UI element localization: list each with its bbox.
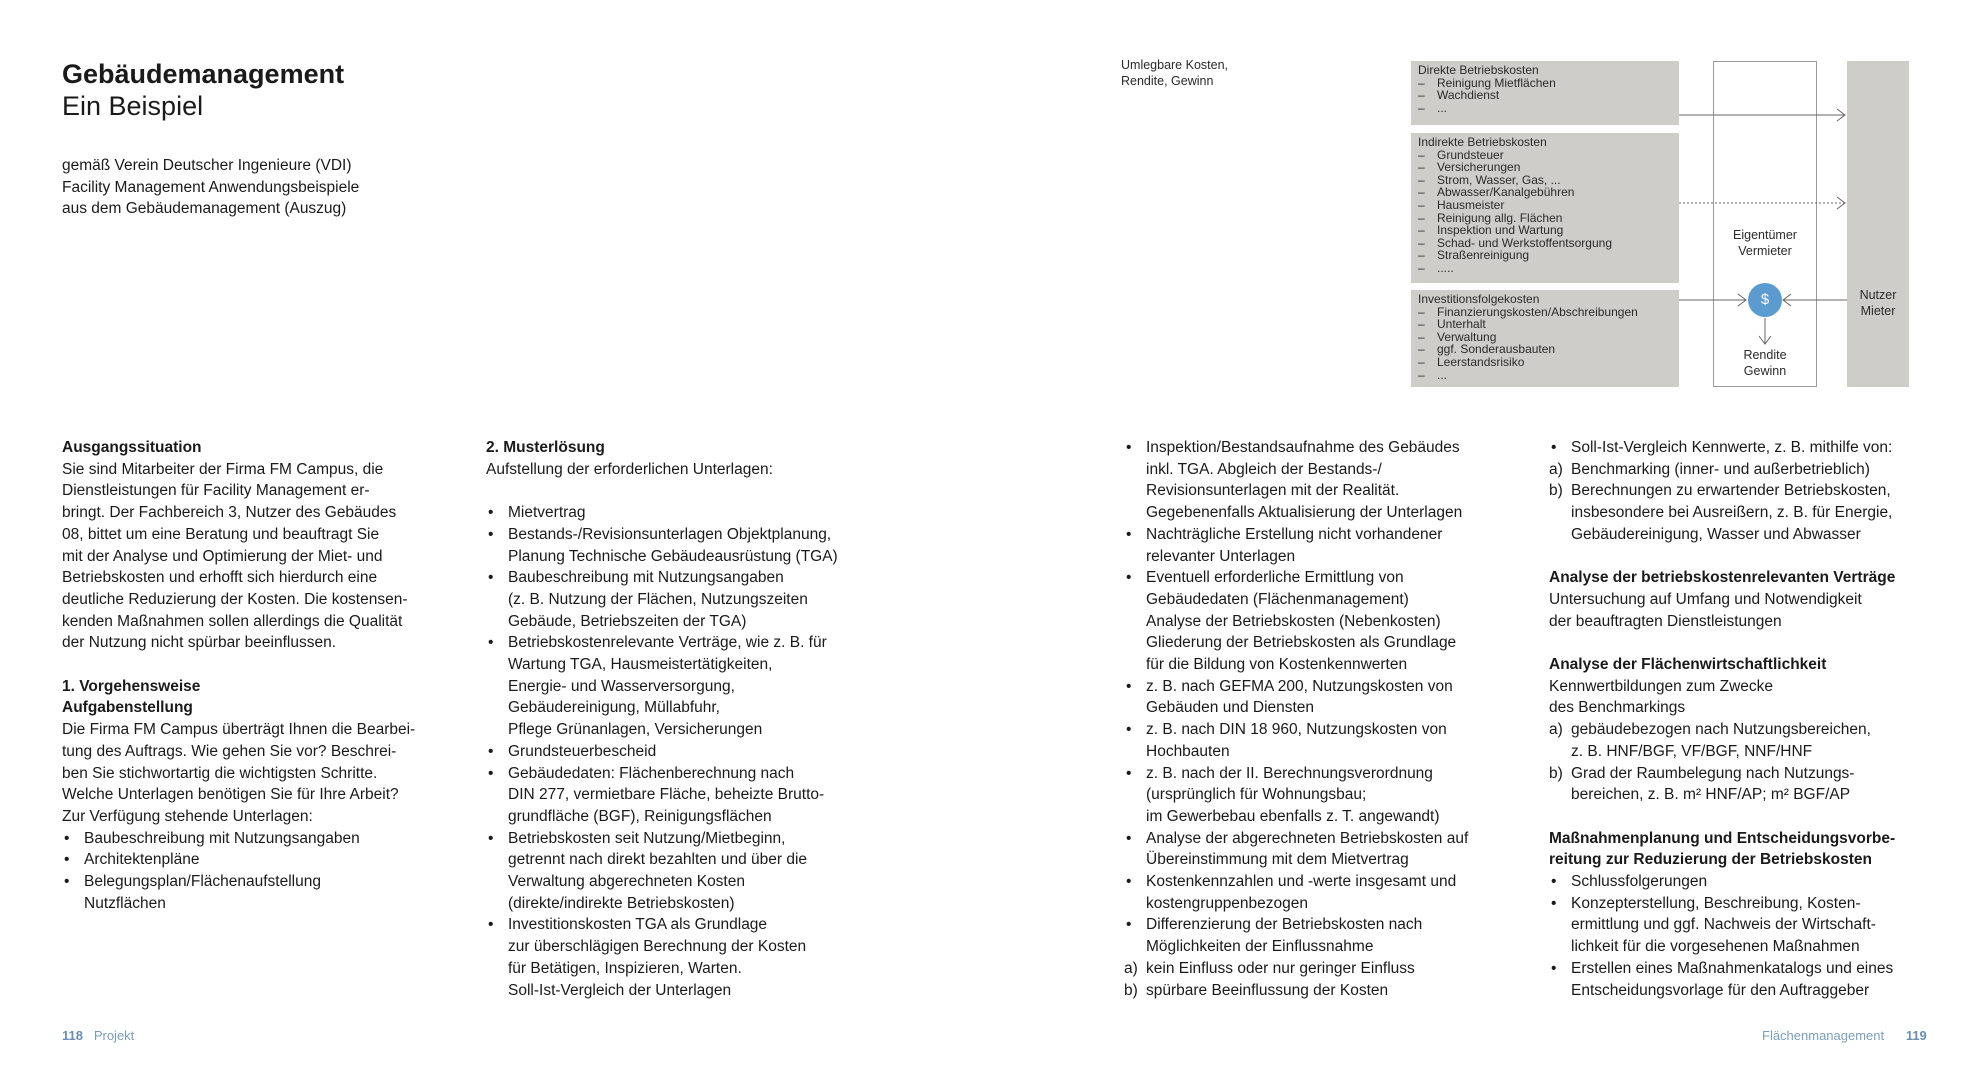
- page-title: Gebäudemanagement: [62, 59, 345, 89]
- section-heading: reitung zur Reduzierung der Betriebskosten: [1549, 851, 1872, 869]
- section-heading: 1. Vorgehensweise: [62, 677, 201, 695]
- text-line: Dienstleistungen für Facility Management er-: [62, 482, 370, 500]
- intro-line: Facility Management Anwendungsbeispiele: [62, 178, 360, 196]
- list-item-line: spürbare Beeinflussung der Kosten: [1146, 981, 1389, 999]
- list-item-line: Benchmarking (inner- und außerbetrieblich): [1571, 460, 1870, 478]
- list-item-line: Berechnungen zu erwartender Betriebskosten,: [1571, 482, 1891, 500]
- text-line: tung des Auftrags. Wie gehen Sie vor? Beschrei-: [62, 742, 397, 760]
- comparison-list: [1549, 459, 1959, 546]
- text-line: der beauftragten Dienstleistungen: [1549, 612, 1782, 630]
- list-item-line: Analyse der Betriebskosten (Nebenkosten): [1146, 612, 1441, 630]
- box-item: – Hausmeister: [1418, 199, 1672, 212]
- list-item: [1124, 719, 1524, 762]
- text-line: des Benchmarkings: [1549, 699, 1686, 717]
- label-line: Gewinn: [1743, 363, 1787, 378]
- box-item: – .....: [1418, 262, 1672, 275]
- list-item: • Architektenpläne: [62, 849, 462, 871]
- list-item: [1549, 763, 1959, 806]
- box-item: – Grundsteuer: [1418, 149, 1672, 162]
- list-item-line: • Betriebskosten seit Nutzung/Mietbeginn,: [508, 829, 786, 847]
- intro-line: gemäß Verein Deutscher Ingenieure (VDI): [62, 157, 352, 174]
- list-item-line: Planung Technische Gebäudeausrüstung (TGA): [508, 547, 838, 565]
- section-heading: Aufgabenstellung: [62, 699, 193, 717]
- list-item-line: getrennt nach direkt bezahlten und über die: [508, 851, 808, 869]
- list-item-line: • z. B. nach GEFMA 200, Nutzungskosten von: [1146, 677, 1453, 695]
- list-item-line: Grad der Raumbelegung nach Nutzungs-: [1571, 764, 1855, 782]
- list-item: [1124, 676, 1524, 719]
- box-item: – Schad- und Werkstoffentsorgung: [1418, 237, 1672, 250]
- text-line: deutliche Reduzierung der Kosten. Die kostensen-: [62, 590, 408, 608]
- list-item: [1549, 459, 1959, 481]
- list-item: [62, 871, 462, 914]
- list-item: [1124, 763, 1524, 828]
- list-item-line: (ursprünglich für Wohnungsbau;: [1146, 786, 1367, 804]
- list-item-line: • Baubeschreibung mit Nutzungsangaben: [508, 569, 784, 587]
- list-marker: b): [1549, 764, 1563, 782]
- box-item: – Finanzierungskosten/Abschreibungen: [1418, 306, 1672, 319]
- return-label: [1713, 348, 1817, 379]
- list-item-line: • Gebäudedaten: Flächenberechnung nach: [508, 764, 795, 782]
- list-item-line: für die Bildung von Kostenkennwerten: [1146, 656, 1408, 674]
- list-item-line: • Kostenkennzahlen und -werte insgesamt und: [1146, 873, 1457, 891]
- list-item-line: • Mietvertrag: [508, 504, 586, 522]
- list-item-line: kostengruppenbezogen: [1146, 894, 1309, 912]
- label-line: Vermieter: [1738, 243, 1792, 258]
- list-item-line: relevanter Unterlagen: [1146, 547, 1296, 565]
- list-item: [1549, 719, 1959, 762]
- list-item: [1124, 524, 1524, 567]
- page-subtitle: Ein Beispiel: [62, 91, 204, 121]
- list-item-line: • Betriebskostenrelevante Verträge, wie z. B. für: [508, 634, 827, 652]
- section-heading: Analyse der betriebskostenrelevanten Verträge: [1549, 569, 1896, 587]
- list-marker: b): [1549, 482, 1563, 500]
- list-item: [486, 828, 906, 915]
- column-measures: [1549, 437, 1959, 1001]
- box-title: Investitionsfolgekosten: [1418, 292, 1540, 306]
- list-item-line: • Inspektion/Bestandsaufnahme des Gebäudes: [1146, 439, 1460, 456]
- list-item-line: inkl. TGA. Abgleich der Bestands-/: [1146, 460, 1382, 478]
- box-item: – Inspektion und Wartung: [1418, 224, 1672, 237]
- list-item: [1549, 893, 1959, 958]
- box-item: – Reinigung allg. Flächen: [1418, 212, 1672, 225]
- dollar-icon: $: [1760, 291, 1770, 308]
- text-line: ben Sie stichwortartig die wichtigsten Schritte.: [62, 764, 378, 782]
- text-line: Betriebskosten und erhofft sich hierdurch eine: [62, 569, 378, 587]
- box-item: – Versicherungen: [1418, 161, 1672, 174]
- list-item: [1124, 958, 1524, 980]
- owner-label: [1713, 228, 1817, 259]
- label-line: Nutzer: [1859, 288, 1897, 302]
- list-item-line: DIN 277, vermietbare Fläche, beheizte Brutto-: [508, 786, 825, 804]
- list-item-line: • Grundsteuerbescheid: [508, 742, 657, 760]
- list-item-line: z. B. HNF/BGF, VF/BGF, NNF/HNF: [1571, 742, 1813, 760]
- page-number-left: 118: [62, 1028, 83, 1043]
- list-item-line: ermittlung und ggf. Nachweis der Wirtschaft-: [1571, 916, 1876, 934]
- solution-list: [486, 502, 906, 1001]
- list-item-line: Gebäudereinigung, Müllabfuhr,: [508, 699, 720, 717]
- list-item-line: • Nachträgliche Erstellung nicht vorhandener: [1146, 525, 1443, 543]
- label-line: Rendite, Gewinn: [1121, 73, 1214, 88]
- list-item: [1124, 980, 1524, 1002]
- box-item: – Reinigung Mietflächen: [1418, 77, 1672, 90]
- label-line: Eigentümer: [1733, 228, 1797, 242]
- list-item: [486, 741, 906, 763]
- text-line: der Nutzung nicht spürbar beeinflussen.: [62, 634, 336, 652]
- list-item-line: • z. B. nach DIN 18 960, Nutzungskosten von: [1146, 721, 1447, 739]
- diagram-arrows: [0, 0, 1984, 400]
- list-item-line: • Konzepterstellung, Beschreibung, Kosten-: [1571, 894, 1861, 912]
- list-item: [1549, 871, 1959, 893]
- label-line: Rendite: [1743, 348, 1787, 362]
- list-item: • Baubeschreibung mit Nutzungsangaben: [62, 828, 462, 850]
- list-item-line: Nutzflächen: [84, 894, 166, 912]
- analysis-list: [1124, 437, 1524, 958]
- list-item-line: gebäudebezogen nach Nutzungsbereichen,: [1571, 721, 1871, 739]
- text-line: Untersuchung auf Umfang und Notwendigkeit: [1549, 590, 1862, 608]
- section-heading: 2. Musterlösung: [486, 439, 605, 456]
- list-item-line: Soll-Ist-Vergleich der Unterlagen: [508, 981, 732, 999]
- list-item-line: • Bestands-/Revisionsunterlagen Objektplanung,: [508, 525, 832, 543]
- list-item-line: • Eventuell erforderliche Ermittlung von: [1146, 569, 1404, 587]
- list-item-line: Verwaltung abgerechneten Kosten: [508, 873, 745, 891]
- list-item-line: Gliederung der Betriebskosten als Grundlage: [1146, 634, 1457, 652]
- list-item-line: Übereinstimmung mit dem Mietvertrag: [1146, 851, 1409, 869]
- list-item: [1124, 567, 1524, 676]
- list-marker: a): [1549, 460, 1563, 478]
- list-item-line: Entscheidungsvorlage für den Auftraggeber: [1571, 981, 1870, 999]
- list-item-line: • Erstellen eines Maßnahmenkatalogs und eines: [1571, 959, 1894, 977]
- box-item: – Straßenreinigung: [1418, 249, 1672, 262]
- list-item-line: Gebäude, Betriebszeiten der TGA): [508, 612, 747, 630]
- box-item: – Leerstandsrisiko: [1418, 356, 1672, 369]
- section-name-left: Projekt: [93, 1028, 135, 1043]
- section-heading: Analyse der Flächenwirtschaftlichkeit: [1549, 656, 1827, 673]
- box-item: – ...: [1418, 369, 1672, 382]
- text-line: mit der Analyse und Optimierung der Miet- und: [62, 547, 383, 565]
- footer-left: [62, 1028, 134, 1043]
- list-item-line: Energie- und Wasserversorgung,: [508, 677, 735, 695]
- list-item: [486, 914, 906, 1001]
- list-item-line: (z. B. Nutzung der Flächen, Nutzungszeiten: [508, 590, 808, 608]
- footer-right: [1762, 1028, 1927, 1043]
- list-item-line: Revisionsunterlagen mit der Realität.: [1146, 482, 1400, 500]
- list-marker: b): [1124, 981, 1138, 999]
- list-item-line: • Investitionskosten TGA als Grundlage: [508, 916, 768, 934]
- list-item: [486, 763, 906, 828]
- list-item-line: Gebäudedaten (Flächenmanagement): [1146, 590, 1409, 608]
- list-item-line: lichkeit für die vorgesehenen Maßnahmen: [1571, 938, 1860, 956]
- list-item: [486, 632, 906, 741]
- box-title: Direkte Betriebskosten: [1418, 63, 1539, 77]
- list-item-line: Hochbauten: [1146, 742, 1230, 760]
- box-item: – ggf. Sonderausbauten: [1418, 343, 1672, 356]
- section-name-right: Flächenmanagement: [1762, 1028, 1885, 1043]
- box-item: – ...: [1418, 102, 1672, 115]
- list-item: [1549, 958, 1959, 1001]
- list-item-line: • Schlussfolgerungen: [1571, 873, 1708, 891]
- list-item-line: zur überschlägigen Berechnung der Kosten: [508, 938, 807, 956]
- text-line: Die Firma FM Campus überträgt Ihnen die Bearbei-: [62, 721, 416, 739]
- label-line: Umlegbare Kosten,: [1121, 58, 1229, 72]
- benchmark-list: [1549, 719, 1959, 806]
- column-analysis: [1124, 437, 1524, 1001]
- list-item-line: im Gewerbebau ebenfalls z. T. angewandt): [1146, 807, 1440, 825]
- label-line: Mieter: [1860, 303, 1896, 318]
- list-item-line: kein Einfluss oder nur geringer Einfluss: [1146, 959, 1415, 977]
- text-line: bringt. Der Fachbereich 3, Nutzer des Gebäudes: [62, 504, 397, 522]
- list-marker: a): [1549, 721, 1563, 739]
- box-item: – Strom, Wasser, Gas, ...: [1418, 174, 1672, 187]
- text-line: Kennwertbildungen zum Zwecke: [1549, 677, 1774, 695]
- list-item-line: Gebäudereinigung, Wasser und Abwasser: [1571, 525, 1861, 543]
- list-item: [1124, 437, 1524, 524]
- list-item-line: Belegungsplan/Flächenaufstellung: [84, 873, 321, 891]
- measures-list: [1549, 871, 1959, 1001]
- list-item-line: (direkte/indirekte Betriebskosten): [508, 894, 735, 912]
- text-line: Sie sind Mitarbeiter der Firma FM Campus, die: [62, 460, 384, 478]
- list-item-line: Pflege Grünanlagen, Versicherungen: [508, 721, 763, 739]
- page-number-right: 119: [1905, 1028, 1927, 1043]
- list-item-line: • Differenzierung der Betriebskosten nach: [1146, 916, 1423, 934]
- list-item-line: • Analyse der abgerechneten Betriebskosten auf: [1146, 829, 1469, 847]
- list-item-line: • z. B. nach der II. Berechnungsverordnung: [1146, 764, 1433, 782]
- box-item: – Wachdienst: [1418, 89, 1672, 102]
- list-item-line: grundfläche (BGF), Reinigungsflächen: [508, 807, 772, 825]
- list-marker: a): [1124, 959, 1138, 977]
- text-line: kenden Maßnahmen sollen allerdings die Qualität: [62, 612, 403, 630]
- list-item-line: insbesondere bei Ausreißern, z. B. für Energie,: [1571, 504, 1893, 522]
- list-item: [486, 524, 906, 567]
- list-item: [1124, 914, 1524, 957]
- influence-list: [1124, 958, 1524, 1001]
- box-item: – Verwaltung: [1418, 331, 1672, 344]
- column-solution: [486, 437, 906, 1001]
- list-item: [1549, 480, 1959, 545]
- user-label: [1847, 288, 1909, 319]
- list-item: [486, 567, 906, 632]
- box-item: – Unterhalt: [1418, 318, 1672, 331]
- list-item-line: für Betätigen, Inspizieren, Warten.: [508, 959, 742, 977]
- text-line: Welche Unterlagen benötigen Sie für Ihre Arbeit?: [62, 786, 399, 804]
- section-heading: Maßnahmenplanung und Entscheidungsvorbe-: [1549, 829, 1896, 847]
- list-item: • Soll-Ist-Vergleich Kennwerte, z. B. mithilfe von:: [1549, 437, 1959, 459]
- text-line: Zur Verfügung stehende Unterlagen:: [62, 807, 313, 825]
- box-title: Indirekte Betriebskosten: [1418, 135, 1547, 149]
- list-item-line: bereichen, z. B. m² HNF/AP; m² BGF/AP: [1571, 786, 1851, 804]
- list-item-line: Möglichkeiten der Einflussnahme: [1146, 938, 1374, 956]
- box-item: – Abwasser/Kanalgebühren: [1418, 186, 1672, 199]
- cost-diagram: [0, 0, 1984, 400]
- text-line: 08, bittet um eine Beratung und beauftragt Sie: [62, 525, 380, 543]
- section-heading: Ausgangssituation: [62, 439, 202, 456]
- list-item: [1124, 871, 1524, 914]
- list-item-line: Wartung TGA, Hausmeistertätigkeiten,: [508, 656, 773, 674]
- text-line: Aufstellung der erforderlichen Unterlagen:: [486, 460, 773, 478]
- list-item-line: Gegebenenfalls Aktualisierung der Unterlagen: [1146, 504, 1463, 522]
- list-item: [1124, 828, 1524, 871]
- list-item-line: Gebäuden und Diensten: [1146, 699, 1315, 717]
- intro-line: aus dem Gebäudemanagement (Auszug): [62, 200, 347, 217]
- list-item: [486, 502, 906, 524]
- column-situation: [62, 437, 462, 914]
